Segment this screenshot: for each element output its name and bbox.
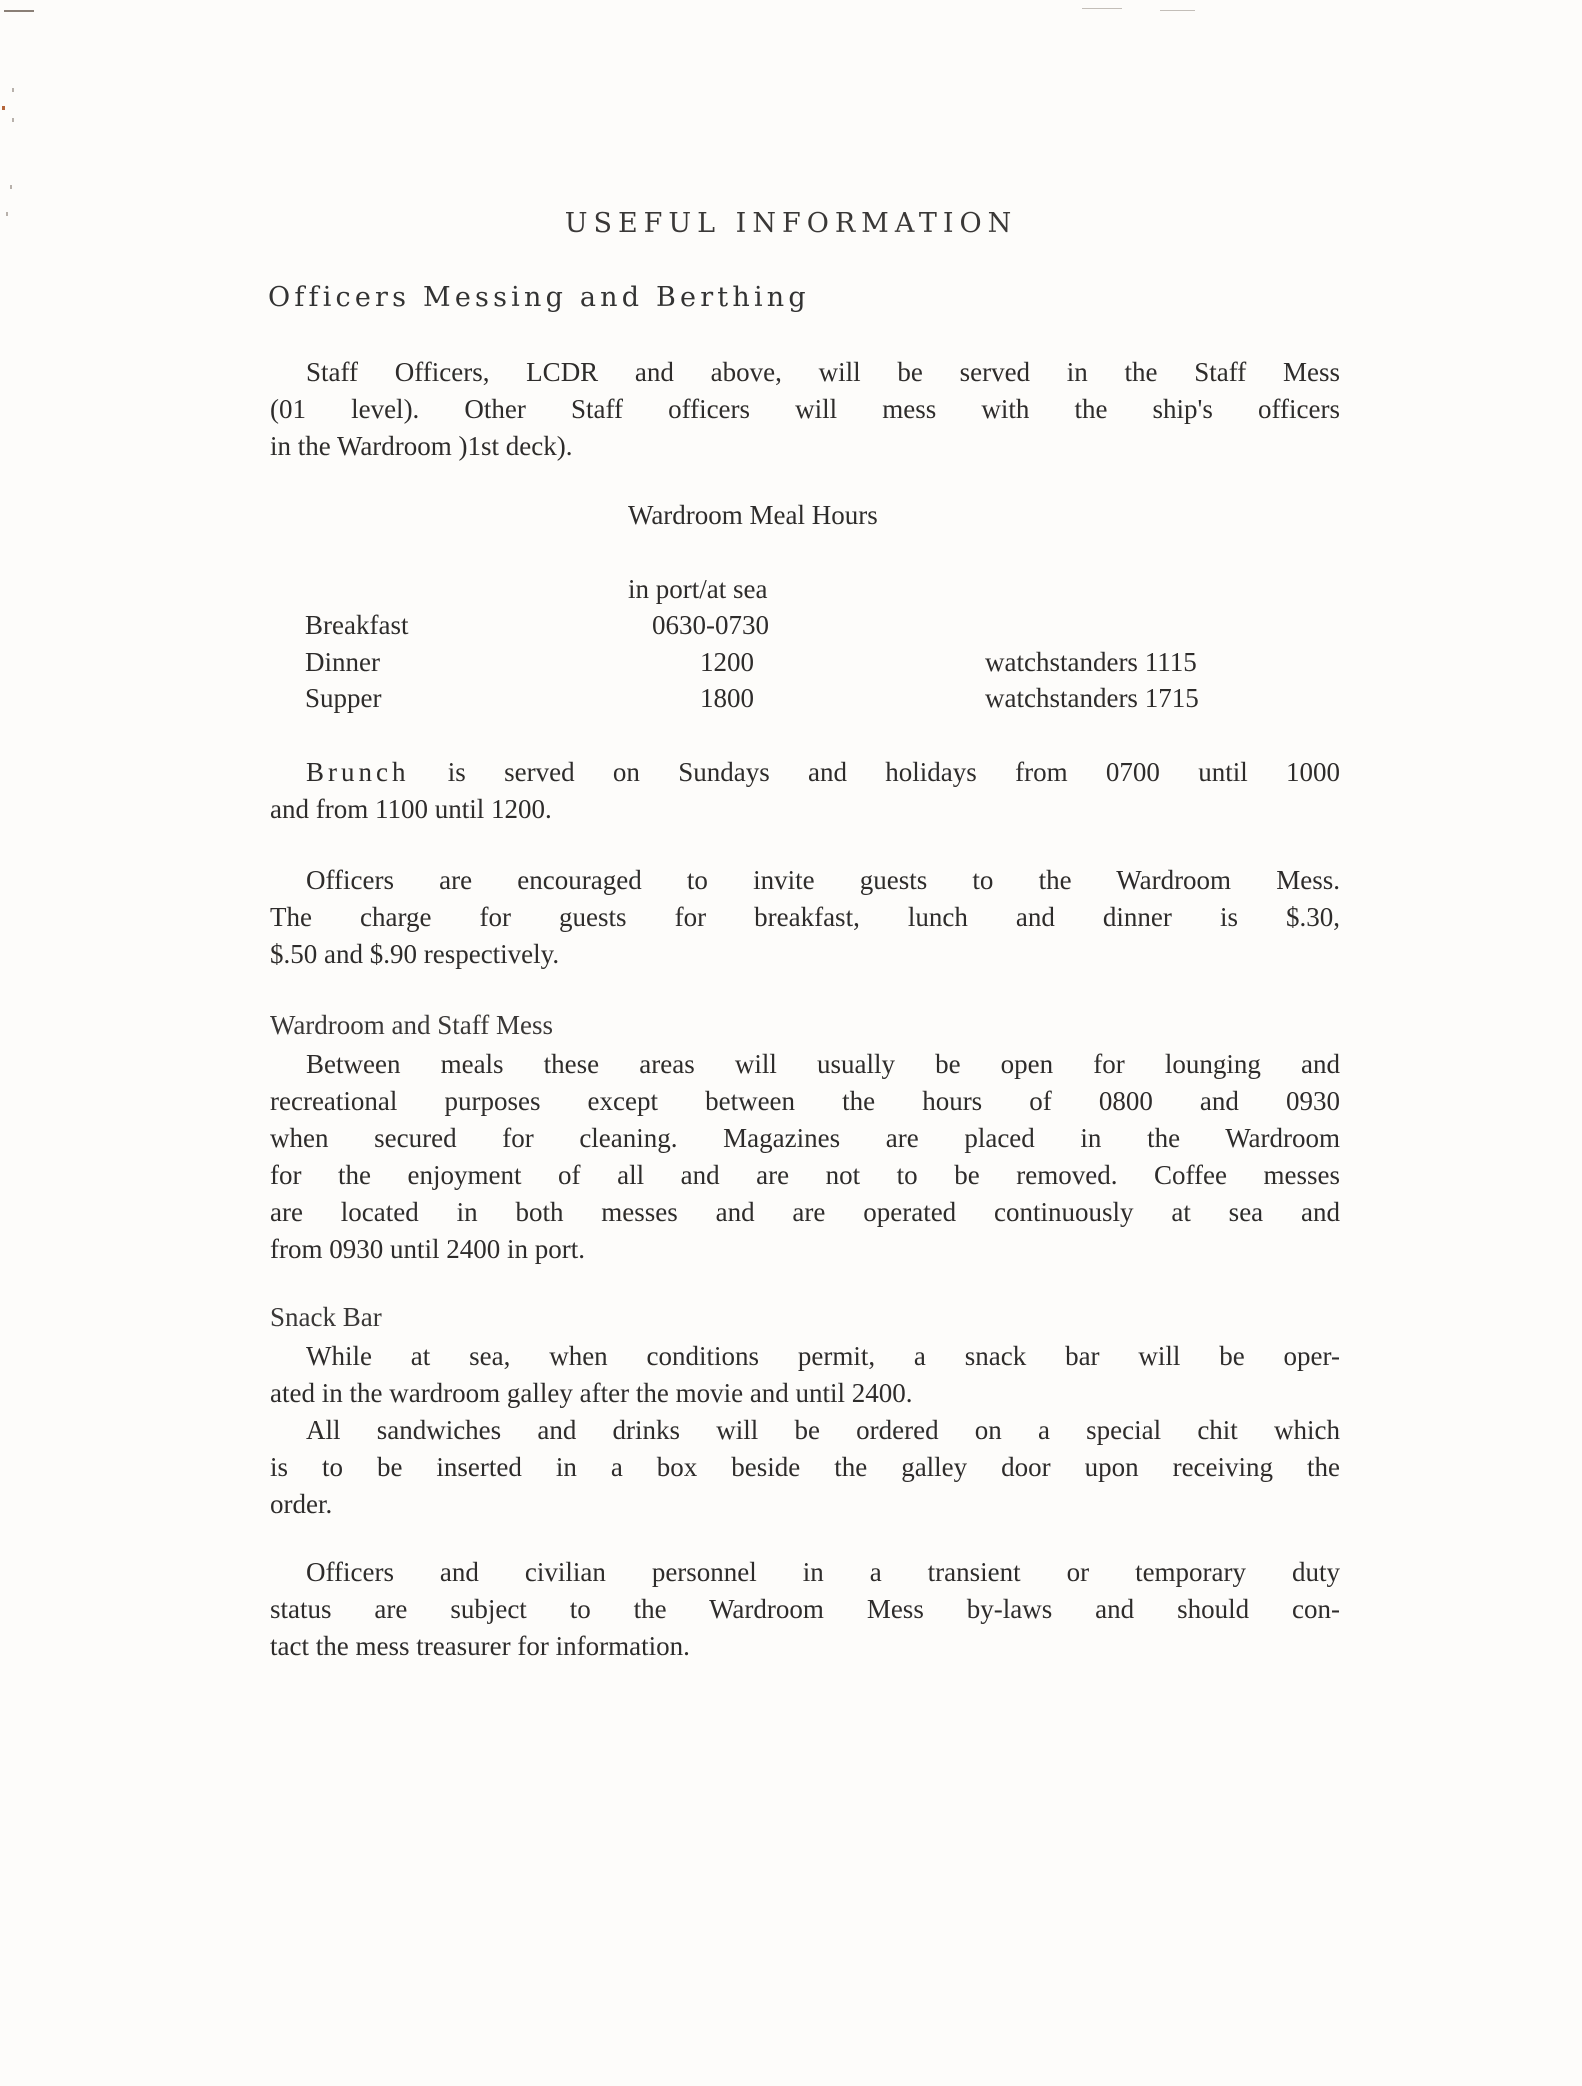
meal-hours-title: Wardroom Meal Hours <box>628 500 878 530</box>
paragraph-line: when secured for cleaning. Magazines are placed in the Wardroom <box>270 1123 1340 1153</box>
paragraph-line: from 0930 until 2400 in port. <box>270 1234 585 1264</box>
paragraph-line: and from 1100 until 1200. <box>270 794 552 824</box>
transient-paragraph <box>270 1554 1340 1665</box>
paragraph-line: in the Wardroom )1st deck). <box>270 431 573 461</box>
meal-time: 1200 <box>700 647 754 677</box>
snack-bar-heading: Snack Bar <box>270 1302 382 1332</box>
snack-bar-paragraph-1 <box>270 1338 1340 1412</box>
paragraph-line: (01 level). Other Staff officers will mess with the ship's officers <box>270 394 1340 424</box>
snack-bar-paragraph-2 <box>270 1412 1340 1523</box>
brunch-lead: Brunch <box>306 757 410 787</box>
meal-time: 1800 <box>700 683 754 713</box>
meal-note: watchstanders 1115 <box>985 647 1197 677</box>
paragraph-line: The charge for guests for breakfast, lunch and dinner is $.30, <box>270 902 1340 932</box>
paragraph-line: While at sea, when conditions permit, a snack bar will be oper- <box>306 1341 1340 1371</box>
paragraph-line: is to be inserted in a box beside the galley door upon receiving the <box>270 1452 1340 1482</box>
scan-mark <box>1160 10 1195 11</box>
meal-time: 0630-0730 <box>652 610 769 640</box>
paragraph-line: order. <box>270 1489 333 1519</box>
meal-name: Breakfast <box>305 610 409 640</box>
scan-mark <box>2 106 5 110</box>
guests-paragraph <box>270 862 1340 973</box>
page-title: USEFUL INFORMATION <box>564 208 1018 239</box>
scan-mark <box>4 10 34 12</box>
paragraph-line: ated in the wardroom galley after the movie and until 2400. <box>270 1378 913 1408</box>
paragraph-line: Staff Officers, LCDR and above, will be served in the Staff Mess <box>306 357 1340 387</box>
paragraph-line: tact the mess treasurer for information. <box>270 1631 690 1661</box>
section-heading: Officers Messing and Berthing <box>268 282 810 313</box>
paragraph-line: Officers and civilian personnel in a transient or temporary duty <box>306 1557 1340 1587</box>
intro-paragraph <box>270 354 1340 465</box>
meal-name: Supper <box>305 683 382 713</box>
paragraph-line: Between meals these areas will usually be open for lounging and <box>306 1049 1340 1079</box>
paragraph-line: recreational purposes except between the hours of 0800 and 0930 <box>270 1086 1340 1116</box>
meal-note: watchstanders 1715 <box>985 683 1199 713</box>
paragraph-line: status are subject to the Wardroom Mess by-laws and should con- <box>270 1594 1340 1624</box>
wardroom-section-heading: Wardroom and Staff Mess <box>270 1010 554 1040</box>
paragraph-line: All sandwiches and drinks will be ordered on a special chit which <box>306 1415 1340 1445</box>
paragraph-line: Officers are encouraged to invite guests to the Wardroom Mess. <box>306 865 1340 895</box>
brunch-paragraph <box>270 754 1340 828</box>
paragraph-line: for the enjoyment of all and are not to be removed. Coffee messes <box>270 1160 1340 1190</box>
scan-mark <box>12 118 14 122</box>
meal-hours-column-header: in port/at sea <box>628 574 768 604</box>
meal-name: Dinner <box>305 647 380 677</box>
wardroom-paragraph <box>270 1046 1340 1268</box>
scan-mark <box>10 185 12 189</box>
paragraph-line: are located in both messes and are operated continuously at sea and <box>270 1197 1340 1227</box>
paragraph-line: $.50 and $.90 respectively. <box>270 939 560 969</box>
paragraph-line <box>270 754 1340 791</box>
scan-mark <box>1082 8 1122 9</box>
scan-mark <box>12 88 14 92</box>
brunch-text: is served on Sundays and holidays from 0700 until 1000 <box>447 757 1341 787</box>
